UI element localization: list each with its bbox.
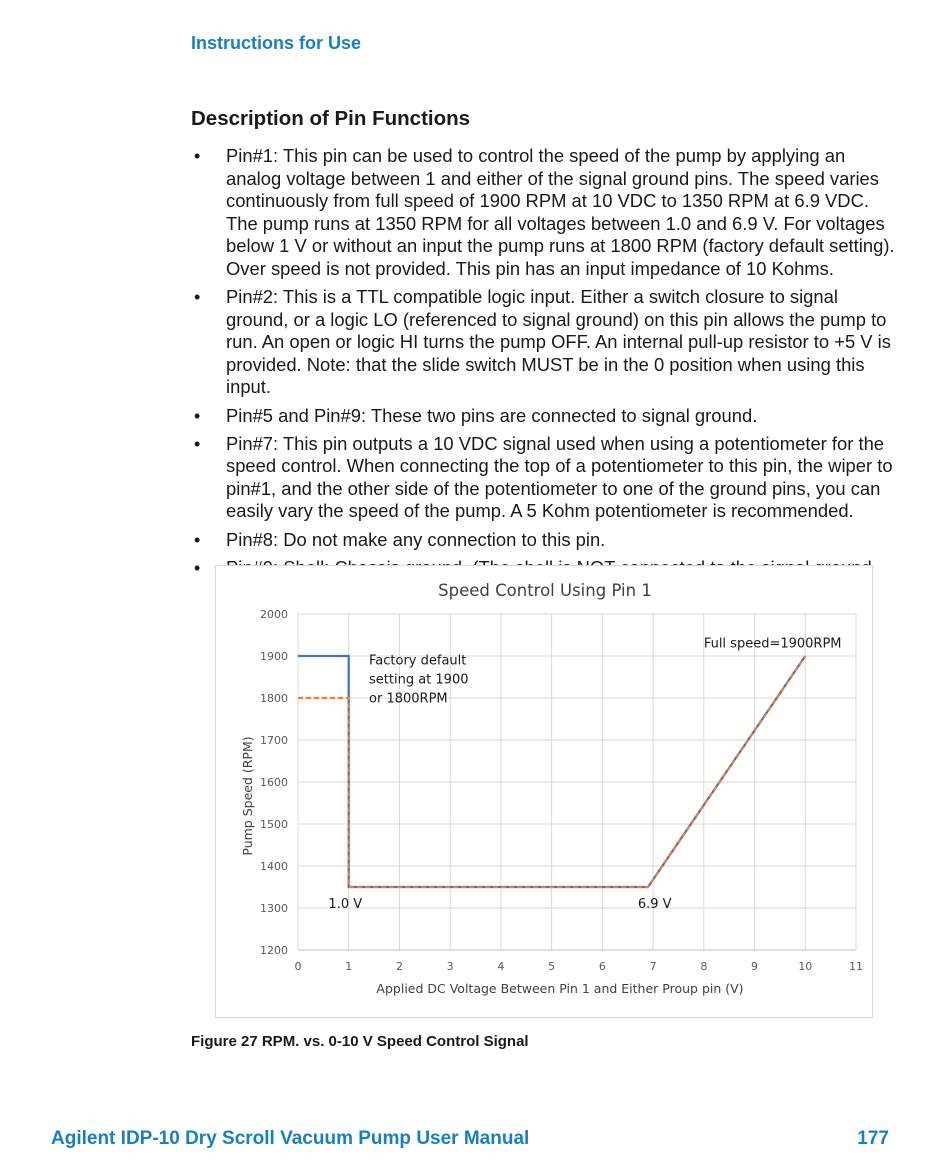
x-tick-label: 10 [798, 960, 813, 973]
bullet-pin-1: • Pin#1: This pin can be used to control the speed of the pump by applying an analog voltage between 1 and either of the signal ground pins. The speed varies continuously from full speed of 1900 RPM at 10 VDC to 1350 RPM at 6.9 VDC. The pump runs at 1350 RPM for all voltages between 1.0 and 6.9 V. For voltages below 1 V or without an input the pump runs at 1800 RPM (factory default setting). Over speed is not provided. This pin has an input impedance of 10 Kohms. [191, 145, 903, 281]
x-tick-label: 5 [548, 960, 556, 973]
chart-annotation [704, 637, 842, 652]
footer-page-number: 177 [857, 1128, 889, 1149]
x-tick-label: 8 [700, 960, 708, 973]
pin-function-list [191, 145, 903, 607]
bullet-pin-8: • Pin#8: Do not make any connection to this pin. [191, 529, 903, 552]
y-tick-label: 1600 [260, 776, 288, 789]
annotation-line: Full speed=1900RPM [703, 636, 842, 652]
chart-axes [260, 608, 863, 973]
x-tick-label: 6 [598, 960, 606, 973]
chart-title: Speed Control Using Pin 1 [438, 581, 652, 600]
y-tick-label: 1900 [260, 650, 288, 663]
bullet-pin-2: • Pin#2: This is a TTL compatible logic input. Either a switch closure to signal ground, or a logic LO (referenced to signal ground) on this pin allows the pump to run. An open or logic HI turns the pump OFF. An internal pull-up resistor to +5 V is provided. Note: that the slide switch MUST be in the 0 position when using this input. [191, 286, 903, 399]
x-tick-label: 1 [345, 960, 353, 973]
annotation-line: Factory default [369, 653, 467, 669]
bullet-pin-7: • Pin#7: This pin outputs a 10 VDC signal used when using a potentiometer for the speed control. When connecting the top of a potentiometer to this pin, the wiper to pin#1, and the other side of the potentiometer to one of the ground pins, you can easily vary the speed of the pump. A 5 Kohm potentiometer is recommended. [191, 433, 903, 523]
chart-annotation [328, 897, 362, 912]
x-tick-label: 3 [446, 960, 454, 973]
chart-annotation [638, 897, 672, 912]
running-header: Instructions for Use [191, 33, 362, 53]
y-tick-label: 1700 [260, 734, 288, 747]
speed-control-chart [215, 565, 873, 1018]
annotation-line: setting at 1900 [369, 672, 469, 688]
x-tick-label: 2 [395, 960, 403, 973]
chart-x-axis-label: Applied DC Voltage Between Pin 1 and Either Proup pin (V) [376, 981, 744, 996]
x-tick-label: 0 [294, 960, 302, 973]
chart-labels [328, 637, 841, 912]
y-tick-label: 1200 [260, 944, 288, 957]
y-tick-label: 1400 [260, 860, 288, 873]
chart-svg [216, 566, 874, 1019]
figure-caption: Figure 27 RPM. vs. 0-10 V Speed Control Signal [191, 1033, 529, 1050]
y-tick-label: 1300 [260, 902, 288, 915]
chart-y-axis-label: Pump Speed (RPM) [240, 736, 255, 856]
x-tick-label: 9 [751, 960, 759, 973]
x-tick-label: 11 [849, 960, 863, 973]
x-tick-label: 7 [649, 960, 657, 973]
annotation-line: 6.9 V [637, 897, 672, 912]
bullet-pin-5-9: • Pin#5 and Pin#9: These two pins are connected to signal ground. [191, 405, 903, 428]
x-tick-label: 4 [497, 960, 505, 973]
footer-manual-title: Agilent IDP-10 Dry Scroll Vacuum Pump User Manual [51, 1128, 530, 1149]
y-tick-label: 2000 [260, 608, 288, 621]
annotation-line: 1.0 V [328, 897, 363, 912]
y-tick-label: 1500 [260, 818, 288, 831]
y-tick-label: 1800 [260, 692, 288, 705]
section-title: Description of Pin Functions [191, 107, 471, 130]
annotation-line: or 1800RPM [369, 691, 448, 707]
